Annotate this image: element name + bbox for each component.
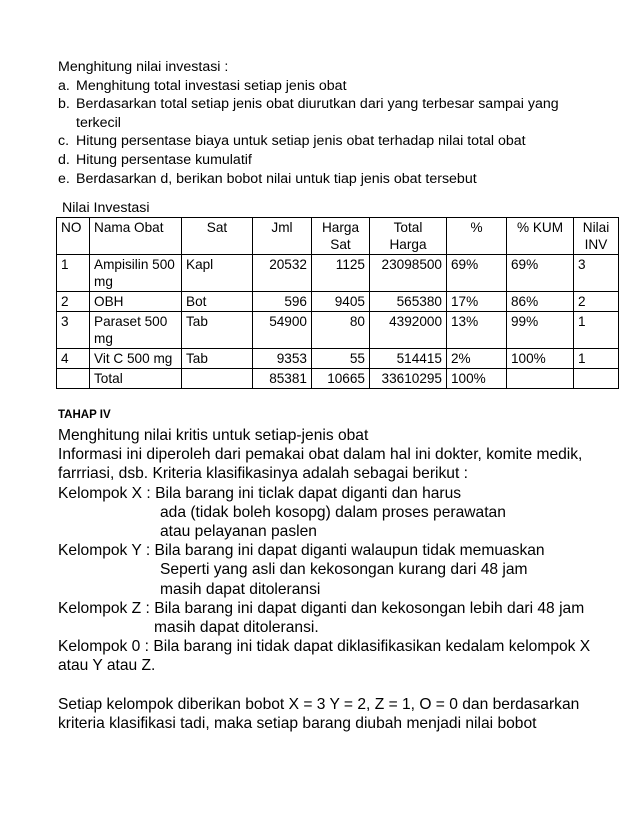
cell-sat: Tab xyxy=(182,312,253,349)
cell-nilai-inv: 1 xyxy=(574,312,619,349)
cell-harga-sat: 55 xyxy=(312,349,370,369)
critical-value-section xyxy=(58,426,598,733)
table-row xyxy=(57,312,619,349)
table-row xyxy=(57,292,619,312)
cell-percent: 69% xyxy=(447,255,507,292)
cell-harga-sat: 9405 xyxy=(312,292,370,312)
cell-percent-kum: 86% xyxy=(507,292,574,312)
cell-no: 2 xyxy=(57,292,90,312)
cell-harga-sat: 80 xyxy=(312,312,370,349)
list-marker: e. xyxy=(58,170,70,187)
instructions-intro: Menghitung nilai investasi : xyxy=(58,59,229,75)
table-row xyxy=(57,255,619,292)
kelompok-x-line: Kelompok X : Bila barang ini ticlak dapat diganti dan harus xyxy=(58,484,462,502)
list-text: Berdasarkan d, berikan bobot nilai untuk tiap jenis obat tersebut xyxy=(76,170,477,187)
cell-nilai-inv: 1 xyxy=(574,349,619,369)
list-item xyxy=(58,151,598,170)
total-cell-sat xyxy=(182,369,253,389)
cell-total-harga: 565380 xyxy=(370,292,447,312)
cell-total-harga: 514415 xyxy=(370,349,447,369)
total-percent-kum xyxy=(507,369,574,389)
header-no: NO xyxy=(57,218,90,255)
header-total-harga: Total Harga xyxy=(370,218,447,255)
list-marker: a. xyxy=(58,77,70,94)
header-nama-obat: Nama Obat xyxy=(90,218,182,255)
cell-jml: 54900 xyxy=(253,312,312,349)
header-percent: % xyxy=(447,218,507,255)
paragraph-bobot: Setiap kelompok diberikan bobot X = 3 Y = 2, Z = 1, O = 0 dan berdasarkan kriteria klasifikasi tadi, maka setiap barang diubah menjadi nilai bobot xyxy=(58,695,580,732)
cell-percent: 13% xyxy=(447,312,507,349)
header-harga-sat: Harga Sat xyxy=(312,218,370,255)
kelompok-z-line: Kelompok Z : Bila barang ini dapat diganti dan kekosongan lebih dari 48 jam xyxy=(58,599,585,617)
total-nilai-inv xyxy=(574,369,619,389)
header-nilai-inv: Nilai INV xyxy=(574,218,619,255)
total-label: Total xyxy=(90,369,182,389)
paragraph-gap xyxy=(58,676,598,695)
cell-jml: 596 xyxy=(253,292,312,312)
list-item xyxy=(58,170,598,189)
cell-nilai-inv: 3 xyxy=(574,255,619,292)
total-cell-no xyxy=(57,369,90,389)
table-header-row xyxy=(57,218,619,255)
paragraph-info: Informasi ini diperoleh dari pemakai obat dalam hal ini dokter, komite medik, farrriasi, dsb. Kriteria klasifikasinya adalah sebagai berikut : xyxy=(58,446,583,483)
total-jml: 85381 xyxy=(253,369,312,389)
cell-sat: Bot xyxy=(182,292,253,312)
cell-percent-kum: 99% xyxy=(507,312,574,349)
kelompok-x-cont: atau pelayanan paslen xyxy=(160,523,317,541)
cell-nama-obat: Ampisilin 500 mg xyxy=(90,255,182,292)
cell-no: 3 xyxy=(57,312,90,349)
cell-total-harga: 4392000 xyxy=(370,312,447,349)
cell-no: 4 xyxy=(57,349,90,369)
table-caption: Nilai Investasi xyxy=(62,200,150,216)
total-percent: 100% xyxy=(447,369,507,389)
list-text: Hitung persentase kumulatif xyxy=(76,151,252,168)
cell-nilai-inv: 2 xyxy=(574,292,619,312)
cell-percent: 17% xyxy=(447,292,507,312)
list-item xyxy=(58,95,598,132)
total-total-harga: 33610295 xyxy=(370,369,447,389)
kelompok-z-cont: masih dapat ditoleransi. xyxy=(154,619,319,637)
list-text: Menghitung total investasi setiap jenis obat xyxy=(76,77,347,94)
investment-table xyxy=(56,217,619,389)
list-text: Berdasarkan total setiap jenis obat diurutkan dari yang terbesar sampai yang terkecil xyxy=(76,96,559,131)
header-jml: Jml xyxy=(253,218,312,255)
list-item xyxy=(58,77,598,96)
cell-percent-kum: 69% xyxy=(507,255,574,292)
kelompok-y-cont: masih dapat ditoleransi xyxy=(160,580,321,598)
cell-harga-sat: 1125 xyxy=(312,255,370,292)
list-text: Hitung persentase biaya untuk setiap jenis obat terhadap nilai total obat xyxy=(76,133,526,150)
cell-percent: 2% xyxy=(447,349,507,369)
header-sat: Sat xyxy=(182,218,253,255)
list-marker: b. xyxy=(58,96,70,113)
cell-jml: 20532 xyxy=(253,255,312,292)
list-marker: d. xyxy=(58,151,70,168)
instructions-section xyxy=(58,58,598,188)
cell-jml: 9353 xyxy=(253,349,312,369)
kelompok-y-cont: Seperti yang asli dan kekosongan kurang dari 48 jam xyxy=(160,561,528,579)
table-row xyxy=(57,349,619,369)
header-percent-kum: % KUM xyxy=(507,218,574,255)
cell-total-harga: 23098500 xyxy=(370,255,447,292)
list-marker: c. xyxy=(58,133,70,150)
list-item xyxy=(58,132,598,151)
cell-sat: Tab xyxy=(182,349,253,369)
section-title: Menghitung nilai kritis untuk setiap-jenis obat xyxy=(58,427,369,444)
kelompok-x-cont: ada (tidak boleh kosopg) dalam proses perawatan xyxy=(160,503,506,521)
table-total-row xyxy=(57,369,619,389)
cell-sat: Kapl xyxy=(182,255,253,292)
cell-percent-kum: 100% xyxy=(507,349,574,369)
cell-nama-obat: OBH xyxy=(90,292,182,312)
kelompok-0-line: Kelompok 0 : Bila barang ini tidak dapat diklasifikasikan kedalam kelompok X atau Y atau Z. xyxy=(58,638,591,675)
cell-nama-obat: Vit C 500 mg xyxy=(90,349,182,369)
kelompok-y-line: Kelompok Y : Bila barang ini dapat diganti walaupun tidak memuaskan xyxy=(58,542,545,560)
total-harga-sat: 10665 xyxy=(312,369,370,389)
instructions-list xyxy=(58,77,598,189)
cell-no: 1 xyxy=(57,255,90,292)
section-label-tahap: TAHAP IV xyxy=(58,409,111,421)
cell-nama-obat: Paraset 500 mg xyxy=(90,312,182,349)
